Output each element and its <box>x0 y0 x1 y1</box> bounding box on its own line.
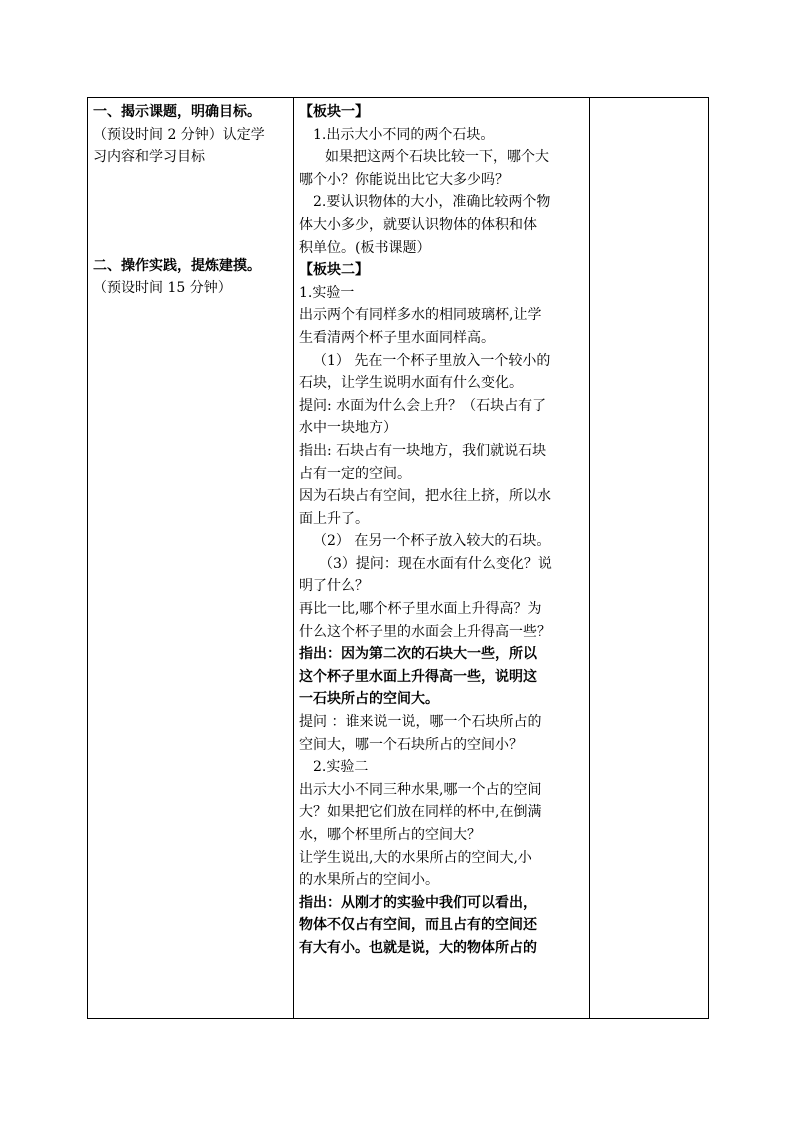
block1-line: 如果把这两个石块比较一下，哪个大 <box>325 149 549 166</box>
block2-line: 石块，让学生说明水面有什么变化。 <box>299 375 523 392</box>
block2-line: 什么这个杯子里的水面会上升得高一些？ <box>299 623 551 640</box>
block2-line: 指出：因为第二次的石块大一些，所以 <box>299 646 537 663</box>
block2-line: 大？如果把它们放在同样的杯中,在倒满 <box>299 804 542 821</box>
block2-line: 水中一块地方） <box>299 420 397 437</box>
block2-line: 这个杯子里水面上升得高一些，说明这 <box>299 668 537 685</box>
block2-line: 指出：从刚才的实验中我们可以看出， <box>299 894 537 911</box>
block2-line: 提问: 水面为什么会上升？（石块占有了 <box>299 397 547 414</box>
block2-line: 的水果所占的空间小。 <box>299 872 439 889</box>
block2-line: 明了什么？ <box>299 578 369 595</box>
table-row <box>88 98 709 1019</box>
section1-note-line2: 习内容和学习目标 <box>93 149 205 166</box>
block2-line: 1.实验一 <box>299 284 355 301</box>
process-column-cell <box>88 98 294 1019</box>
block2-line: 一石块所占的空间大。 <box>299 691 439 708</box>
block2-line: 生看清两个杯子里水面同样高。 <box>299 329 495 346</box>
block2-line: （1） 先在一个杯子里放入一个较小的 <box>313 352 551 369</box>
block2-line: 物体不仅占有空间，而且占有的空间还 <box>299 917 537 934</box>
block2-line: 空间大，哪一个石块所占的空间小？ <box>299 736 523 753</box>
block2-line: 让学生说出,大的水果所占的空间大,小 <box>299 849 532 866</box>
block1-line: 哪个小？你能说出比它大多少吗？ <box>299 171 509 188</box>
section2-title: 二、操作实践，提炼建摸。 <box>93 257 261 274</box>
block2-line: 面上升了。 <box>299 510 369 527</box>
block2-line: 再比一比,哪个杯子里水面上升得高？为 <box>299 601 542 618</box>
block1-line: 1.出示大小不同的两个石块。 <box>313 126 495 143</box>
block2-line: 出示大小不同三种水果,哪一个占的空间 <box>299 781 542 798</box>
section1-note-line1: （预设时间 2 分钟）认定学 <box>93 126 265 143</box>
block1-line: 积单位。(板书课题） <box>299 239 431 256</box>
block2-line: （3）提问：现在水面有什么变化？说 <box>319 555 552 572</box>
block2-line: 占有一定的空间。 <box>299 465 411 482</box>
block1-heading: 【板块一】 <box>299 104 369 120</box>
activity-column-cell <box>294 98 590 1019</box>
block2-line: 有大有小。也就是说，大的物体所占的 <box>299 939 537 956</box>
block1-line: 体大小多少，就要认识物体的体积和体 <box>299 216 537 233</box>
block2-line: 指出: 石块占有一块地方，我们就说石块 <box>299 442 547 459</box>
block1-line: 2.要认识物体的大小，准确比较两个物 <box>313 194 551 211</box>
section2-note: （预设时间 15 分钟） <box>93 280 232 297</box>
block2-line: 因为石块占有空间，把水往上挤，所以水 <box>299 488 551 505</box>
block2-line: 出示两个有同样多水的相同玻璃杯,让学 <box>299 307 542 324</box>
notes-column-cell <box>590 98 709 1019</box>
block2-line: （2） 在另一个杯子放入较大的石块。 <box>313 533 551 550</box>
block2-line: 提问 ：谁来说一说，哪一个石块所占的 <box>299 714 542 731</box>
lesson-plan-table <box>87 97 709 1019</box>
section1-title: 一、揭示课题，明确目标。 <box>93 104 261 120</box>
block2-heading: 【板块二】 <box>299 262 369 279</box>
block2-line: 水，哪个杯里所占的空间大？ <box>299 827 481 843</box>
block2-line: 2.实验二 <box>313 759 369 776</box>
